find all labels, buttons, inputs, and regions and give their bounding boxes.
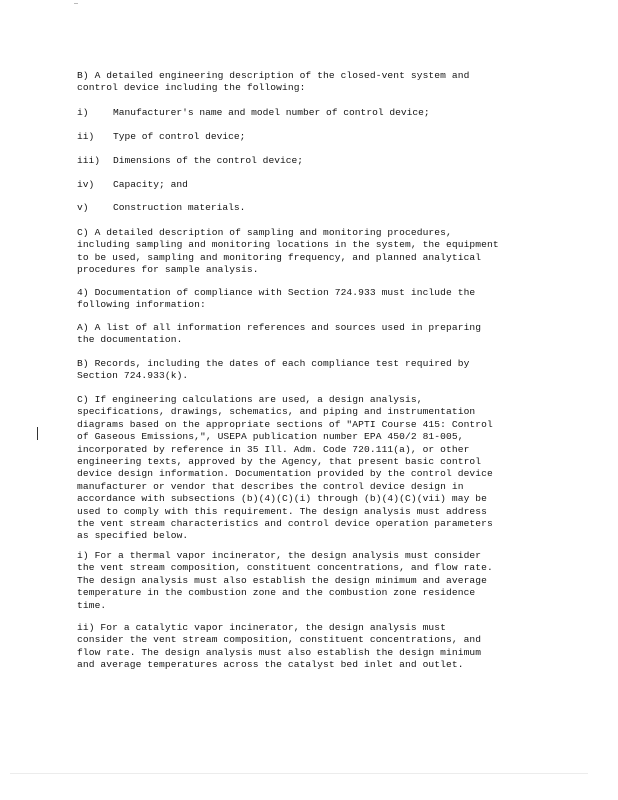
text-line: the vent stream characteristics and control device operation parameters bbox=[77, 518, 493, 530]
text-line: flow rate. The design analysis must also establish the design minimum bbox=[77, 646, 482, 658]
text-line: incorporated by reference in 35 Ill. Adm. Code 720.111(a), or other bbox=[77, 443, 470, 455]
text-line: consider the vent stream composition, constituent concentrations, and bbox=[77, 634, 482, 646]
paragraph-c bbox=[77, 227, 542, 277]
list-item-number: ii) bbox=[77, 131, 95, 142]
list-item-text: Type of control device; bbox=[113, 131, 246, 142]
text-line: and average temperatures across the catalyst bed inlet and outlet. bbox=[77, 659, 464, 671]
scan-artifact-mark bbox=[74, 3, 78, 4]
list-item-number: iii) bbox=[77, 155, 101, 166]
bottom-divider bbox=[10, 773, 588, 774]
text-line: to be used, sampling and monitoring frequency, and planned analytical bbox=[77, 251, 482, 263]
text-line: used to comply with this requirement. The design analysis must address bbox=[77, 505, 488, 517]
text-line: control device including the following: bbox=[77, 82, 306, 94]
text-line: procedures for sample analysis. bbox=[77, 264, 259, 276]
text-line: engineering texts, approved by the Agency, that present basic control bbox=[77, 456, 482, 468]
text-line: diagrams based on the appropriate sections of "APTI Course 415: Control bbox=[77, 418, 493, 430]
revision-bar bbox=[37, 427, 38, 440]
text-line: the vent stream composition, constituent concentrations, and flow rate. bbox=[77, 562, 493, 574]
paragraph-c-engineering bbox=[77, 394, 542, 543]
text-line: The design analysis must also establish the design minimum and average bbox=[77, 574, 488, 586]
paragraph-ii-catalytic bbox=[77, 622, 542, 672]
text-line: following information: bbox=[77, 299, 206, 311]
text-line: i) For a thermal vapor incinerator, the design analysis must consider bbox=[77, 550, 482, 561]
paragraph-b bbox=[77, 70, 542, 95]
text-line: manufacturer or vendor that describes the control device design in bbox=[77, 480, 464, 492]
list-item-text: Manufacturer's name and model number of control device; bbox=[113, 107, 430, 118]
text-line: of Gaseous Emissions,", USEPA publication number EPA 450/2 81-005, bbox=[77, 431, 464, 443]
text-line: including sampling and monitoring locations in the system, the equipment bbox=[77, 239, 499, 251]
text-line: ii) For a catalytic vapor incinerator, the design analysis must bbox=[77, 622, 447, 633]
text-line: temperature in the combustion zone and the combustion zone residence bbox=[77, 587, 476, 599]
paragraph-4 bbox=[77, 287, 542, 312]
paragraph-i-thermal bbox=[77, 550, 542, 612]
text-line: Section 724.933(k). bbox=[77, 370, 189, 382]
list-item-text: Dimensions of the control device; bbox=[113, 155, 303, 166]
text-line: time. bbox=[77, 599, 107, 611]
text-line: accordance with subsections (b)(4)(C)(i) through (b)(4)(C)(vii) may be bbox=[77, 493, 488, 505]
paragraph-a-documentation bbox=[77, 322, 542, 347]
text-line: C) A detailed description of sampling and monitoring procedures, bbox=[77, 227, 452, 238]
list-item-number: i) bbox=[77, 107, 89, 118]
text-line: as specified below. bbox=[77, 530, 189, 542]
text-line: A) A list of all information references and sources used in preparing bbox=[77, 322, 482, 333]
list-item-number: v) bbox=[77, 202, 89, 213]
list-item-number: iv) bbox=[77, 179, 95, 190]
text-line: B) A detailed engineering description of the closed-vent system and bbox=[77, 70, 470, 81]
list-item-text: Capacity; and bbox=[113, 179, 188, 190]
text-line: specifications, drawings, schematics, and piping and instrumentation bbox=[77, 406, 476, 418]
text-line: B) Records, including the dates of each compliance test required by bbox=[77, 358, 470, 369]
text-line: device design information. Documentation provided by the control device bbox=[77, 468, 493, 480]
text-line: the documentation. bbox=[77, 334, 183, 346]
text-line: 4) Documentation of compliance with Section 724.933 must include the bbox=[77, 287, 476, 298]
text-line: C) If engineering calculations are used, a design analysis, bbox=[77, 394, 423, 405]
paragraph-b-records bbox=[77, 358, 542, 383]
list-item-text: Construction materials. bbox=[113, 202, 246, 213]
